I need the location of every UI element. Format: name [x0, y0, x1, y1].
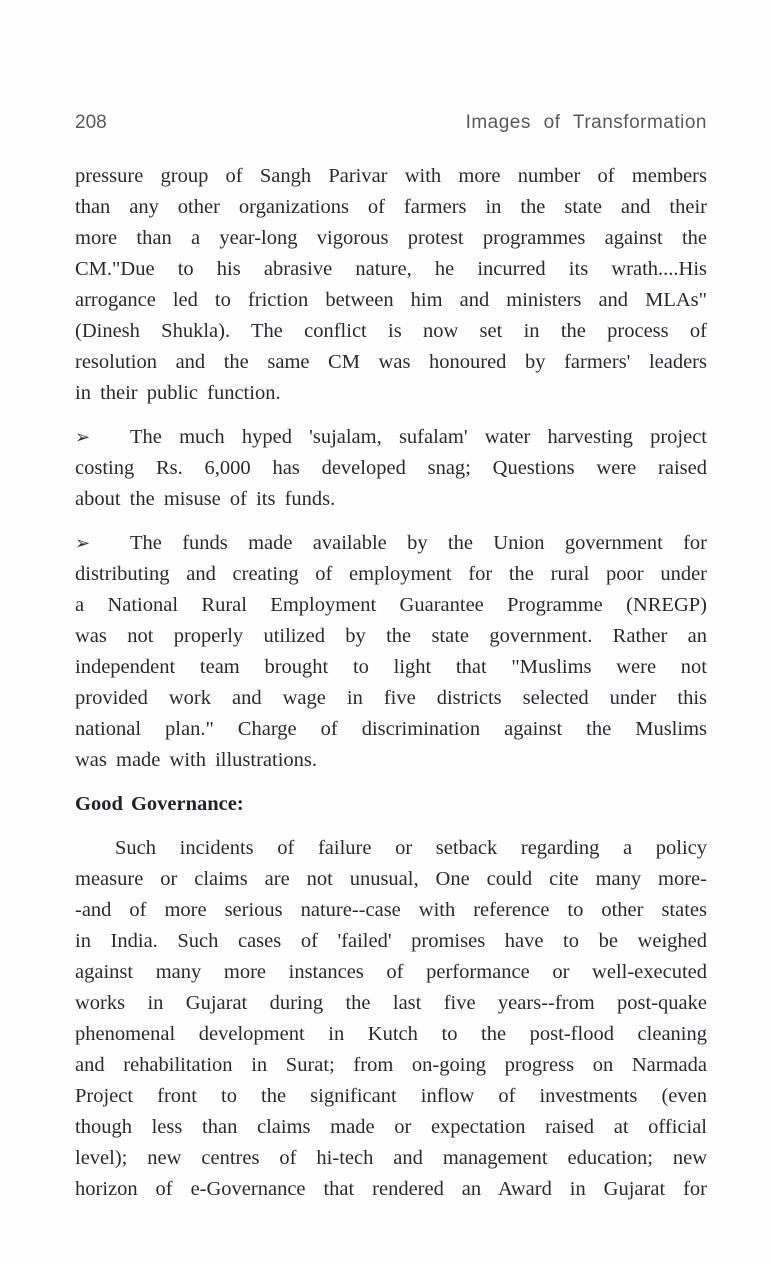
text-line: ➢ The funds made available by the Union government for	[75, 528, 707, 559]
text-line: national plan." Charge of discrimination against the Muslims	[75, 718, 707, 740]
text-line: works in Gujarat during the last five years--from post-quake	[75, 992, 707, 1014]
text-line: -and of more serious nature--case with reference to other states	[75, 899, 707, 921]
paragraph	[75, 833, 707, 1205]
text-line: provided work and wage in five districts selected under this	[75, 687, 707, 709]
text-line: measure or claims are not unusual, One could cite many more-	[75, 868, 707, 890]
running-header	[75, 112, 707, 134]
text-line: against many more instances of performance or well-executed	[75, 961, 707, 983]
bullet-arrow-icon: ➢	[75, 427, 91, 447]
bullet-arrow-icon: ➢	[75, 533, 91, 553]
text-line: in their public function.	[75, 382, 281, 404]
text-line: distributing and creating of employment for the rural poor under	[75, 563, 707, 585]
text-line: was made with illustrations.	[75, 749, 318, 771]
paragraph	[75, 161, 707, 409]
text-line: horizon of e-Governance that rendered an Award in Gujarat for	[75, 1178, 707, 1200]
text-line: CM."Due to his abrasive nature, he incurred its wrath....His	[75, 258, 707, 280]
text-line: than any other organizations of farmers in the state and their	[75, 196, 707, 218]
text-line: was not properly utilized by the state government. Rather an	[75, 625, 707, 647]
text-line: costing Rs. 6,000 has developed snag; Questions were raised	[75, 457, 707, 479]
text-line: more than a year-long vigorous protest programmes against the	[75, 227, 707, 249]
text-line: ➢ The much hyped 'sujalam, sufalam' water harvesting project	[75, 422, 707, 453]
page-body	[75, 161, 707, 1205]
bullet-item	[75, 528, 707, 776]
text-line: resolution and the same CM was honoured by farmers' leaders	[75, 351, 707, 373]
text-line: independent team brought to light that "Muslims were not	[75, 656, 707, 678]
text-line: in India. Such cases of 'failed' promises have to be weighed	[75, 930, 707, 952]
section-heading: Good Governance:	[75, 793, 244, 815]
page-number: 208	[75, 112, 107, 133]
text-line: though less than claims made or expectation raised at official	[75, 1116, 707, 1138]
text-line: (Dinesh Shukla). The conflict is now set in the process of	[75, 320, 707, 342]
bullet-item	[75, 422, 707, 515]
text-line: phenomenal development in Kutch to the post-flood cleaning	[75, 1023, 707, 1045]
text-line: about the misuse of its funds.	[75, 488, 336, 510]
text-line: arrogance led to friction between him and ministers and MLAs"	[75, 289, 707, 311]
text-line: pressure group of Sangh Parivar with more number of members	[75, 165, 707, 187]
running-title: Images of Transformation	[465, 112, 707, 133]
text-line: and rehabilitation in Surat; from on-going progress on Narmada	[75, 1054, 707, 1076]
text-line: Such incidents of failure or setback regarding a policy	[115, 837, 707, 859]
text-line: level); new centres of hi-tech and management education; new	[75, 1147, 707, 1169]
text-line: Project front to the significant inflow of investments (even	[75, 1085, 707, 1107]
text-line: a National Rural Employment Guarantee Programme (NREGP)	[75, 594, 707, 616]
